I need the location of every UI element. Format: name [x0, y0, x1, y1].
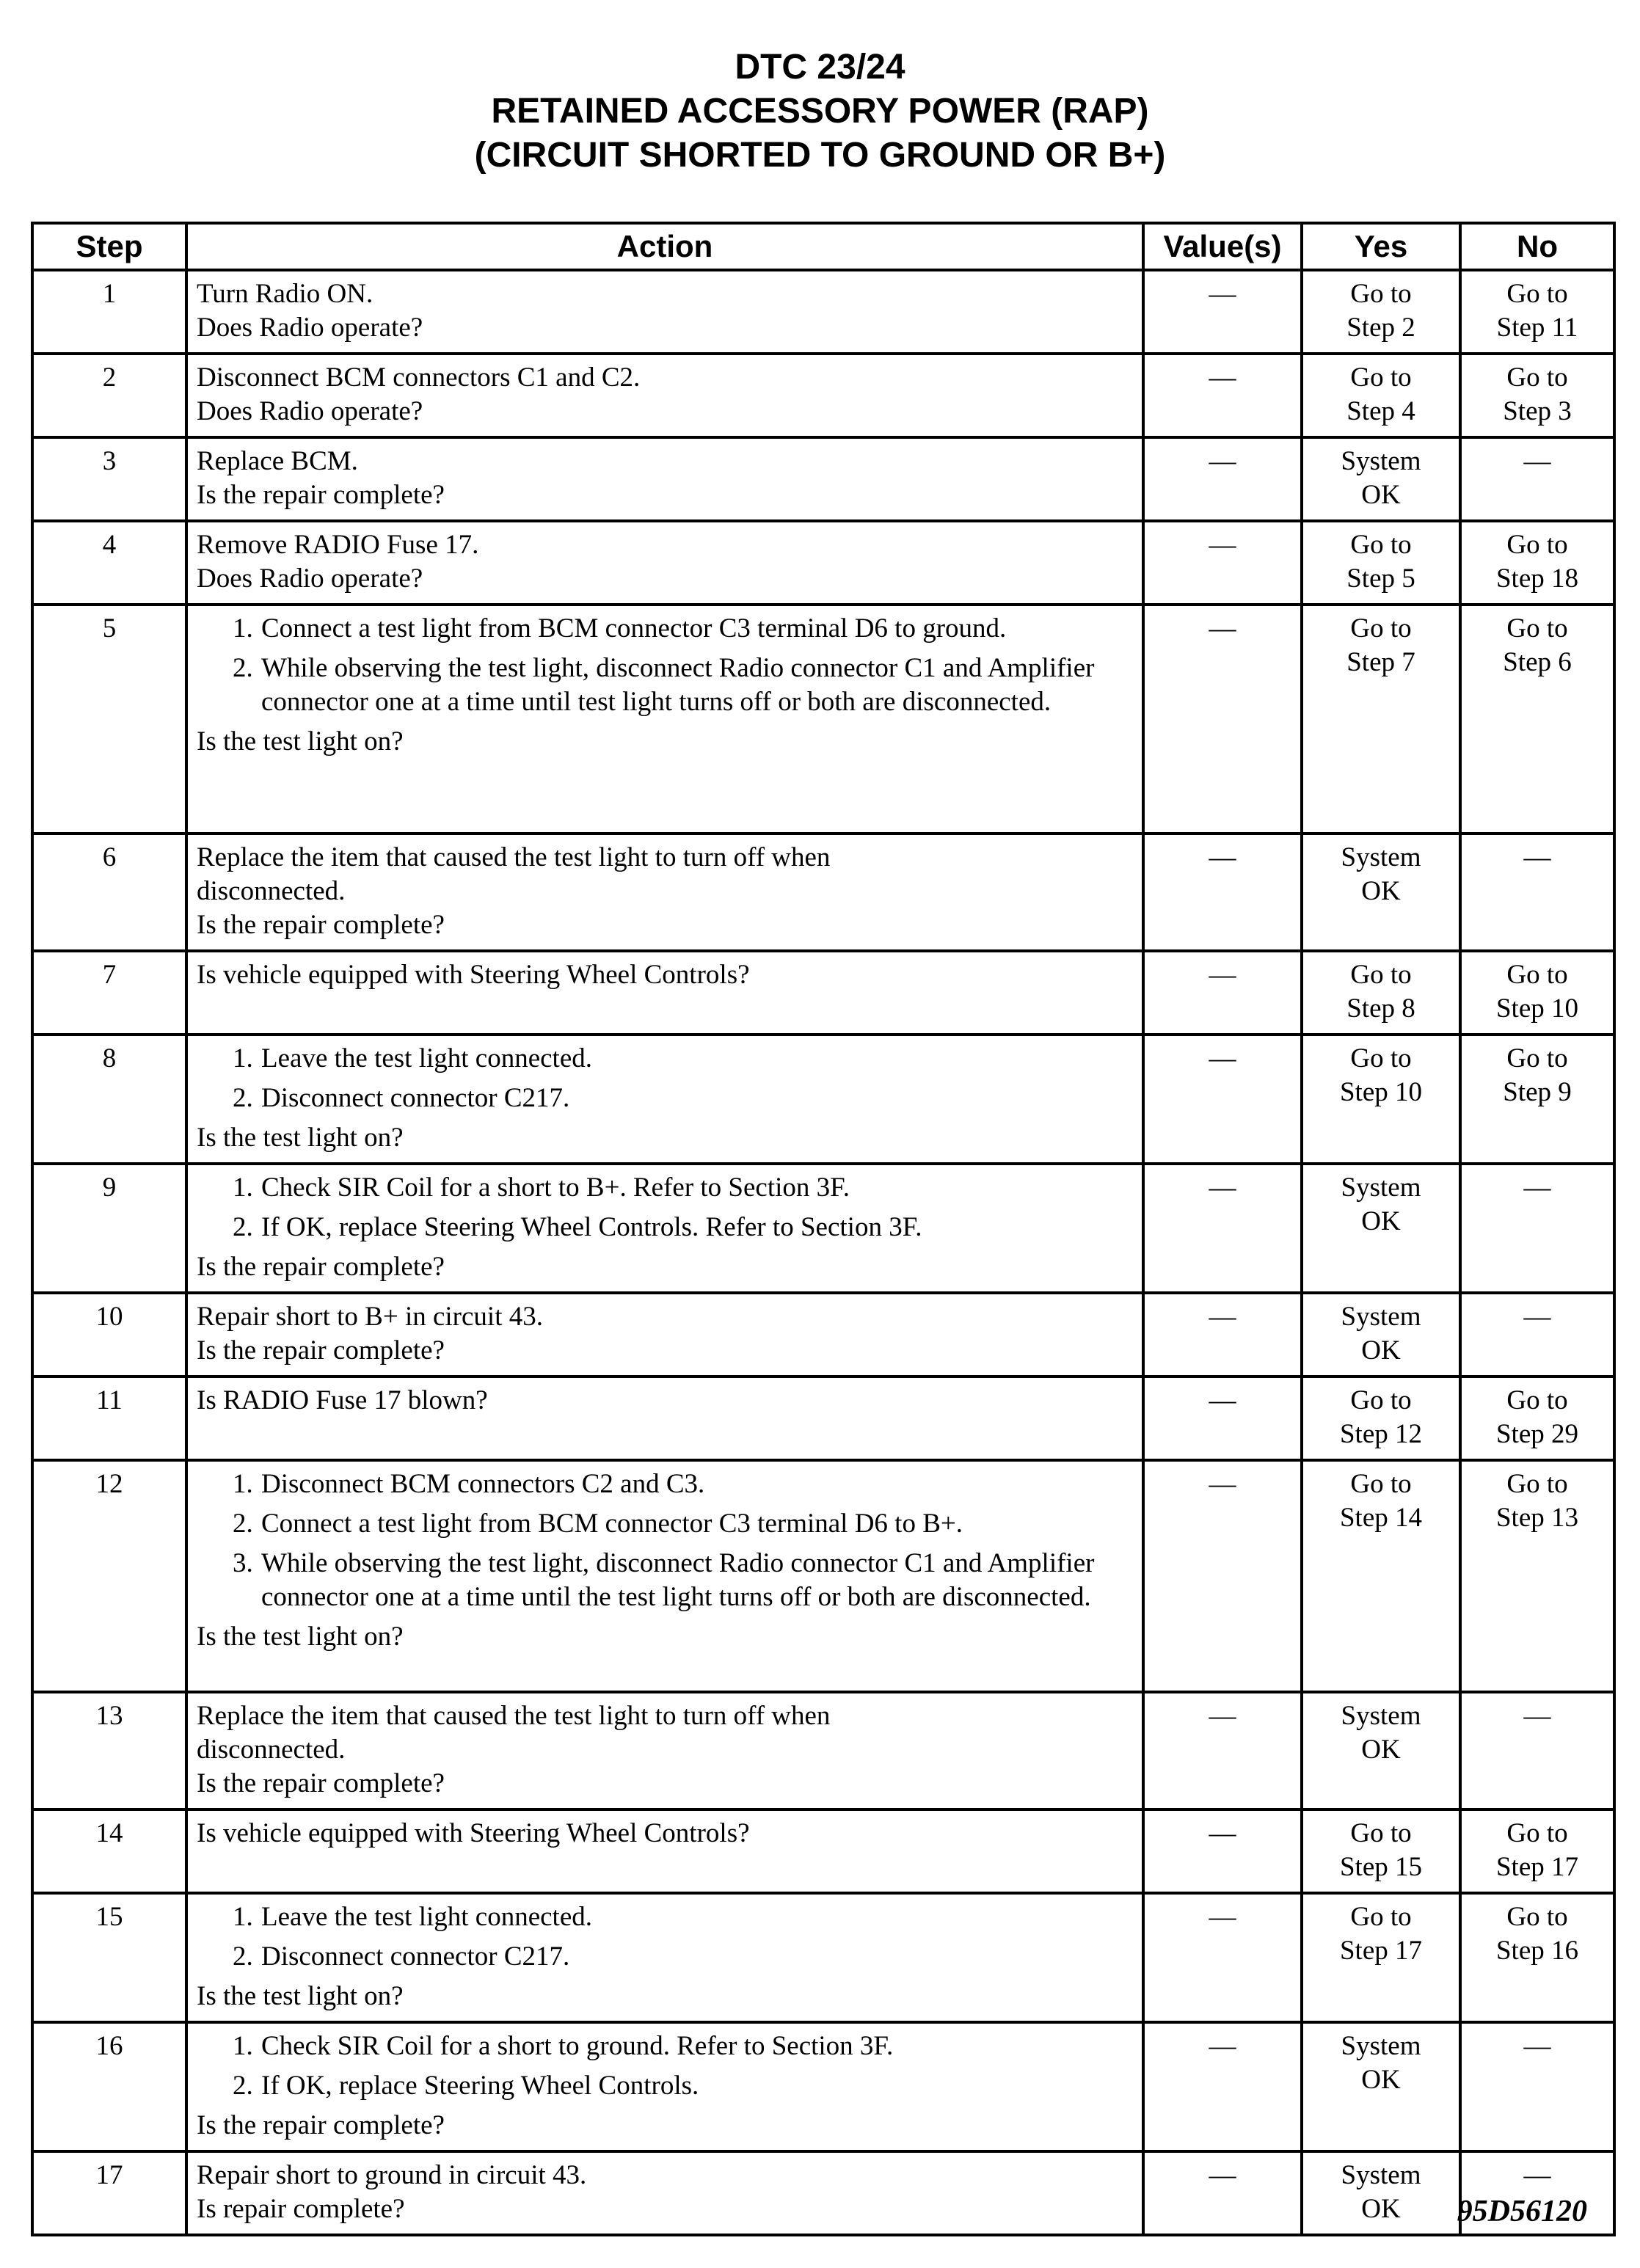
yes-text: Step 7: [1346, 647, 1415, 677]
figure-id: 95D56120: [1457, 2195, 1587, 2228]
action-question: Does Radio operate?: [197, 313, 423, 343]
no-text: —: [1523, 842, 1551, 872]
action-text: Is vehicle equipped with Steering Wheel Controls?: [197, 1818, 750, 1848]
step-number: 4: [32, 521, 186, 605]
yes-text: Go to: [1350, 362, 1412, 393]
yes-text: OK: [1361, 2065, 1401, 2095]
yes-text: OK: [1361, 1335, 1401, 1365]
yes-text: Go to: [1350, 1385, 1412, 1415]
value-cell: —: [1143, 521, 1302, 605]
action-cell: [186, 1692, 1143, 1809]
no-text: Go to: [1506, 1469, 1568, 1499]
action-question: Is the repair complete?: [197, 910, 445, 940]
no-text: Step 9: [1503, 1077, 1572, 1107]
yes-text: System: [1341, 842, 1421, 872]
action-question: Does Radio operate?: [197, 564, 423, 594]
value-cell: —: [1143, 2151, 1302, 2235]
no-text: Step 13: [1495, 1503, 1579, 1533]
action-cell: [186, 521, 1143, 605]
step-number: 6: [32, 834, 186, 951]
step-number: 16: [32, 2022, 186, 2151]
action-text: Repair short to ground in circuit 43.: [197, 2160, 587, 2190]
table-row: [32, 2151, 1614, 2235]
table-row: [32, 2022, 1614, 2151]
no-cell: [1460, 951, 1614, 1035]
action-text: Replace the item that caused the test light to turn off when: [197, 1701, 831, 1731]
no-text: Step 18: [1495, 564, 1579, 594]
action-cell: [186, 1035, 1143, 1164]
yes-text: Step 12: [1339, 1419, 1423, 1449]
action-question: Is the repair complete?: [197, 2110, 445, 2140]
step-number: 5: [32, 605, 186, 834]
yes-text: Go to: [1350, 960, 1412, 990]
action-substeps: [197, 1042, 1133, 1115]
yes-text: Go to: [1350, 1902, 1412, 1932]
action-text: Remove RADIO Fuse 17.: [197, 530, 479, 560]
value-cell: —: [1143, 1293, 1302, 1377]
action-text: Replace the item that caused the test light to turn off when: [197, 842, 831, 872]
yes-text: Step 2: [1346, 313, 1415, 343]
action-substep: 2. Disconnect connector C217.: [260, 1082, 1133, 1115]
action-text: disconnected.: [197, 1735, 346, 1765]
yes-text: Go to: [1350, 613, 1412, 643]
step-number: 15: [32, 1893, 186, 2022]
action-cell: [186, 270, 1143, 354]
step-number: 17: [32, 2151, 186, 2235]
no-cell: [1460, 1692, 1614, 1809]
yes-cell: [1302, 437, 1460, 521]
table-row: [32, 1293, 1614, 1377]
yes-cell: [1302, 1293, 1460, 1377]
action-substep: 1. Check SIR Coil for a short to B+. Refer to Section 3F.: [260, 1171, 1133, 1205]
no-text: Go to: [1506, 1818, 1568, 1848]
action-substep: 2. If OK, replace Steering Wheel Controls.: [260, 2069, 1133, 2103]
action-substeps: [197, 612, 1133, 719]
action-cell: [186, 2022, 1143, 2151]
step-number: 1: [32, 270, 186, 354]
action-substep: 1. Leave the test light connected.: [260, 1900, 1133, 1934]
no-cell: [1460, 605, 1614, 834]
step-number: 12: [32, 1460, 186, 1692]
diagnostic-table: [31, 222, 1616, 2236]
action-substeps: [197, 1467, 1133, 1614]
no-text: Go to: [1506, 530, 1568, 560]
no-text: Go to: [1506, 279, 1568, 309]
yes-cell: [1302, 270, 1460, 354]
yes-cell: [1302, 1893, 1460, 2022]
yes-text: Step 17: [1339, 1936, 1423, 1966]
header-values: Value(s): [1143, 223, 1302, 270]
yes-text: OK: [1361, 876, 1401, 906]
action-cell: [186, 605, 1143, 834]
no-text: Go to: [1506, 1385, 1568, 1415]
yes-cell: [1302, 1377, 1460, 1460]
yes-text: OK: [1361, 480, 1401, 510]
action-substep: 2. If OK, replace Steering Wheel Controls. Refer to Section 3F.: [260, 1211, 1133, 1244]
no-text: Go to: [1506, 1902, 1568, 1932]
action-substeps: [197, 1900, 1133, 1974]
yes-cell: [1302, 1035, 1460, 1164]
action-cell: [186, 1293, 1143, 1377]
value-cell: —: [1143, 354, 1302, 437]
yes-text: Step 14: [1339, 1503, 1423, 1533]
table-row: [32, 521, 1614, 605]
no-text: —: [1523, 1701, 1551, 1731]
no-text: —: [1523, 1302, 1551, 1332]
no-text: Step 11: [1496, 313, 1578, 343]
value-cell: —: [1143, 605, 1302, 834]
action-text: Is RADIO Fuse 17 blown?: [197, 1385, 488, 1415]
yes-cell: [1302, 1460, 1460, 1692]
yes-text: System: [1341, 1701, 1421, 1731]
no-cell: [1460, 1035, 1614, 1164]
no-text: Step 16: [1495, 1936, 1579, 1966]
action-text: Disconnect BCM connectors C1 and C2.: [197, 362, 641, 393]
value-cell: —: [1143, 1809, 1302, 1893]
yes-cell: [1302, 834, 1460, 951]
action-question: Is the repair complete?: [197, 1768, 445, 1798]
action-text: Repair short to B+ in circuit 43.: [197, 1302, 543, 1332]
no-text: Go to: [1506, 960, 1568, 990]
table-row: [32, 605, 1614, 834]
value-cell: —: [1143, 1035, 1302, 1164]
action-substep: 1. Leave the test light connected.: [260, 1042, 1133, 1076]
step-number: 2: [32, 354, 186, 437]
no-text: Step 17: [1495, 1852, 1579, 1882]
no-text: Step 3: [1503, 396, 1572, 426]
table-row: [32, 1460, 1614, 1692]
header-action: Action: [186, 223, 1143, 270]
no-cell: [1460, 521, 1614, 605]
header-step: Step: [32, 223, 186, 270]
no-text: Go to: [1506, 362, 1568, 393]
value-cell: —: [1143, 1377, 1302, 1460]
yes-text: OK: [1361, 1735, 1401, 1765]
yes-text: Go to: [1350, 1818, 1412, 1848]
yes-cell: [1302, 1692, 1460, 1809]
action-substep: 2. Connect a test light from BCM connector C3 terminal D6 to B+.: [260, 1507, 1133, 1541]
table-row: [32, 834, 1614, 951]
value-cell: —: [1143, 1460, 1302, 1692]
action-question: Is the test light on?: [197, 1123, 404, 1153]
yes-text: Go to: [1350, 530, 1412, 560]
yes-text: Go to: [1350, 1043, 1412, 1073]
action-substep: 3. While observing the test light, disconnect Radio connector C1 and Amplifier connector one at a time until the test light turns off or both are disconnected.: [260, 1547, 1133, 1614]
yes-text: Step 8: [1346, 993, 1415, 1024]
action-substep: 2. Disconnect connector C217.: [260, 1940, 1133, 1974]
table-row: [32, 1893, 1614, 2022]
table-row: [32, 1035, 1614, 1164]
step-number: 3: [32, 437, 186, 521]
action-cell: [186, 354, 1143, 437]
no-cell: [1460, 1809, 1614, 1893]
action-question: Does Radio operate?: [197, 396, 423, 426]
action-substep: 1. Check SIR Coil for a short to ground. Refer to Section 3F.: [260, 2030, 1133, 2063]
yes-text: OK: [1361, 2194, 1401, 2224]
table-row: [32, 1692, 1614, 1809]
action-text: Replace BCM.: [197, 446, 358, 476]
step-number: 9: [32, 1164, 186, 1293]
no-cell: [1460, 1893, 1614, 2022]
no-text: Step 10: [1495, 993, 1579, 1024]
table-body: [32, 270, 1614, 2235]
action-cell: [186, 437, 1143, 521]
step-number: 14: [32, 1809, 186, 1893]
value-cell: —: [1143, 2022, 1302, 2151]
yes-cell: [1302, 1809, 1460, 1893]
no-text: —: [1523, 446, 1551, 476]
action-question: Is the test light on?: [197, 1981, 404, 2011]
action-cell: [186, 1460, 1143, 1692]
action-cell: [186, 951, 1143, 1035]
no-text: Step 29: [1495, 1419, 1579, 1449]
table-row: [32, 1164, 1614, 1293]
no-text: —: [1523, 2031, 1551, 2061]
action-cell: [186, 1809, 1143, 1893]
value-cell: —: [1143, 1893, 1302, 2022]
action-substep: 1. Disconnect BCM connectors C2 and C3.: [260, 1467, 1133, 1501]
yes-text: System: [1341, 1302, 1421, 1332]
action-question: Is the repair complete?: [197, 480, 445, 510]
title-condition: (CIRCUIT SHORTED TO GROUND OR B+): [474, 136, 1166, 175]
action-question: Is the repair complete?: [197, 1335, 445, 1365]
yes-text: Step 5: [1346, 564, 1415, 594]
step-number: 7: [32, 951, 186, 1035]
action-text: Turn Radio ON.: [197, 279, 373, 309]
no-cell: [1460, 1164, 1614, 1293]
action-substeps: [197, 1171, 1133, 1244]
value-cell: —: [1143, 1164, 1302, 1293]
yes-cell: [1302, 951, 1460, 1035]
yes-text: System: [1341, 1173, 1421, 1203]
value-cell: —: [1143, 270, 1302, 354]
value-cell: —: [1143, 437, 1302, 521]
no-text: Go to: [1506, 613, 1568, 643]
no-text: Step 6: [1503, 647, 1572, 677]
action-cell: [186, 2151, 1143, 2235]
table-row: [32, 437, 1614, 521]
no-text: Go to: [1506, 1043, 1568, 1073]
table-row: [32, 1377, 1614, 1460]
table-row: [32, 951, 1614, 1035]
no-cell: [1460, 1460, 1614, 1692]
step-number: 13: [32, 1692, 186, 1809]
step-number: 10: [32, 1293, 186, 1377]
table-row: [32, 270, 1614, 354]
yes-text: Step 10: [1339, 1077, 1423, 1107]
title-dtc: DTC 23/24: [735, 48, 905, 87]
no-cell: [1460, 354, 1614, 437]
page-title: [0, 45, 1640, 178]
action-question: Is the repair complete?: [197, 1252, 445, 1282]
yes-text: Step 4: [1346, 396, 1415, 426]
no-cell: [1460, 270, 1614, 354]
yes-text: Step 15: [1339, 1852, 1423, 1882]
action-cell: [186, 1893, 1143, 2022]
action-substep: 1. Connect a test light from BCM connector C3 terminal D6 to ground.: [260, 612, 1133, 646]
yes-cell: [1302, 605, 1460, 834]
action-question: Is the test light on?: [197, 1622, 404, 1652]
value-cell: —: [1143, 834, 1302, 951]
table-row: [32, 354, 1614, 437]
value-cell: —: [1143, 1692, 1302, 1809]
step-number: 8: [32, 1035, 186, 1164]
value-cell: —: [1143, 951, 1302, 1035]
action-cell: [186, 834, 1143, 951]
action-question: Is the test light on?: [197, 726, 404, 756]
no-text: —: [1523, 1173, 1551, 1203]
yes-cell: [1302, 521, 1460, 605]
yes-cell: [1302, 2151, 1460, 2235]
action-text: disconnected.: [197, 876, 346, 906]
yes-text: System: [1341, 446, 1421, 476]
no-text: —: [1523, 2160, 1551, 2190]
yes-cell: [1302, 1164, 1460, 1293]
action-cell: [186, 1164, 1143, 1293]
yes-text: OK: [1361, 1206, 1401, 1236]
yes-text: System: [1341, 2160, 1421, 2190]
action-substeps: [197, 2030, 1133, 2103]
no-cell: [1460, 834, 1614, 951]
action-question: Is repair complete?: [197, 2194, 405, 2224]
header-yes: Yes: [1302, 223, 1460, 270]
action-text: Is vehicle equipped with Steering Wheel Controls?: [197, 960, 750, 990]
yes-cell: [1302, 354, 1460, 437]
no-cell: [1460, 1293, 1614, 1377]
action-cell: [186, 1377, 1143, 1460]
yes-text: System: [1341, 2031, 1421, 2061]
no-cell: [1460, 437, 1614, 521]
title-circuit: RETAINED ACCESSORY POWER (RAP): [491, 92, 1149, 131]
table-header-row: [32, 223, 1614, 270]
action-substep: 2. While observing the test light, disconnect Radio connector C1 and Amplifier connector one at a time until test light turns off or both are disconnected.: [260, 652, 1133, 719]
step-number: 11: [32, 1377, 186, 1460]
yes-text: Go to: [1350, 1469, 1412, 1499]
header-no: No: [1460, 223, 1614, 270]
table-row: [32, 1809, 1614, 1893]
yes-text: Go to: [1350, 279, 1412, 309]
no-cell: [1460, 1377, 1614, 1460]
no-cell: [1460, 2022, 1614, 2151]
yes-cell: [1302, 2022, 1460, 2151]
